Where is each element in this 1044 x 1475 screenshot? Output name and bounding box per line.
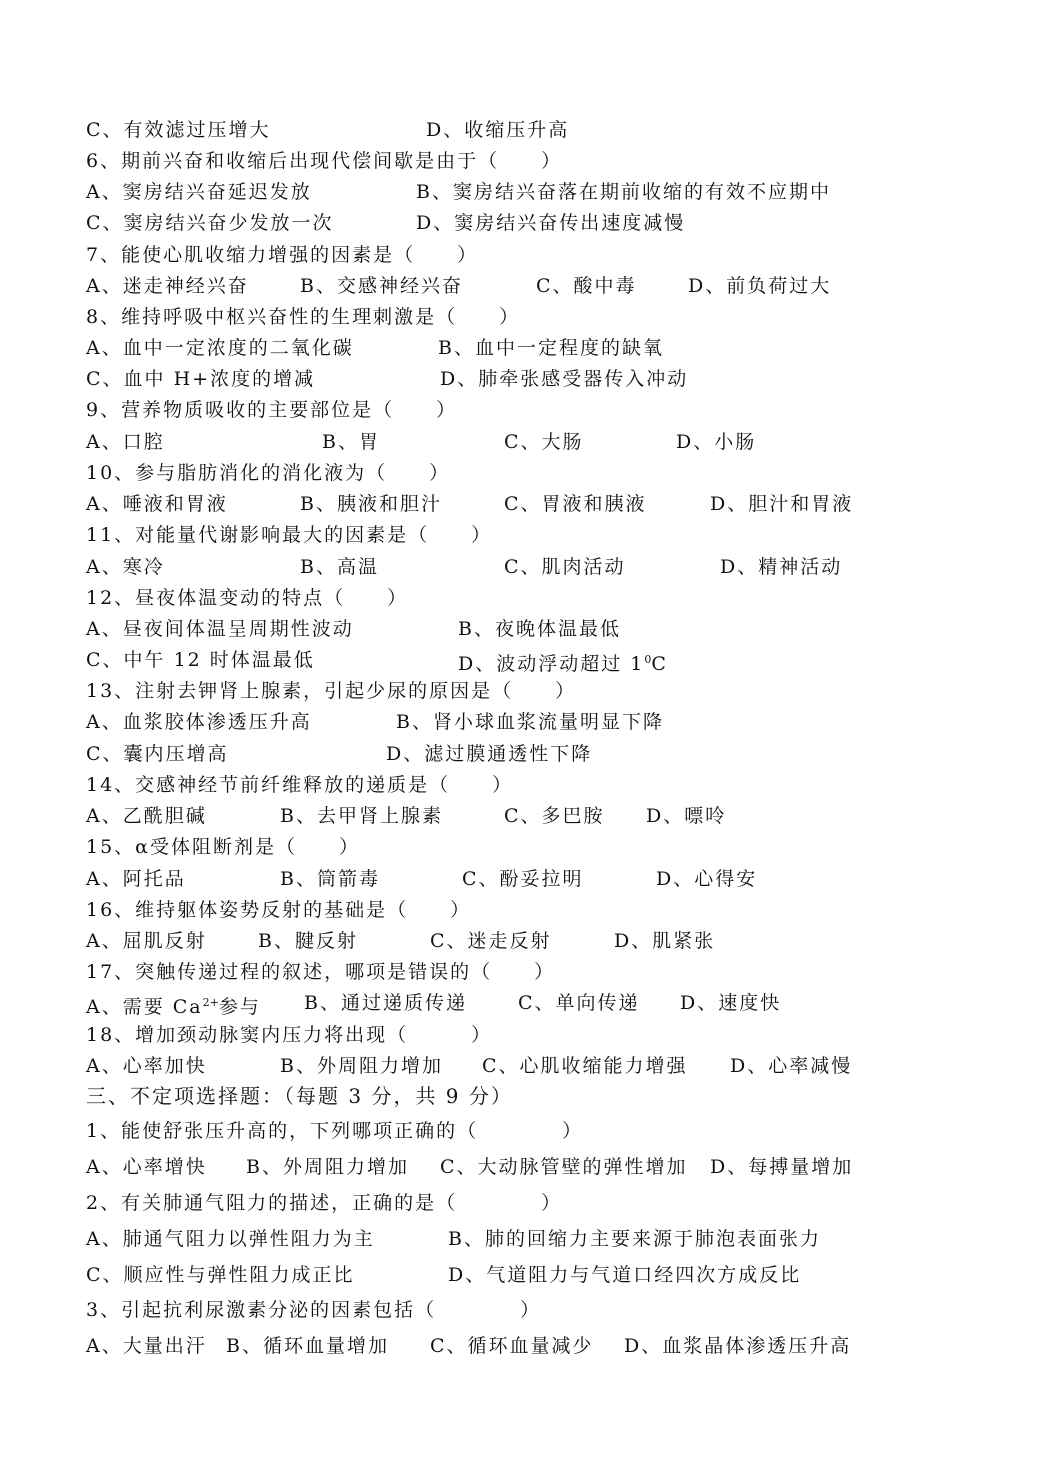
option: D、胆汁和胃液	[710, 493, 854, 515]
question: 2、有关肺通气阻力的描述，正确的是（ ）	[86, 1192, 563, 1214]
option: A、窦房结兴奋延迟发放	[86, 181, 312, 203]
question: 8、维持呼吸中枢兴奋性的生理刺激是（ ）	[86, 306, 521, 328]
option: A、肺通气阻力以弹性阻力为主	[86, 1228, 375, 1250]
option: C、大动脉管壁的弹性增加	[440, 1156, 688, 1178]
option: D、精神活动	[720, 556, 843, 578]
option: C、酚妥拉明	[462, 868, 584, 890]
section-heading: 三、不定项选择题：（每题 3 分，共 9 分）	[86, 1084, 513, 1108]
option: D、小肠	[676, 431, 757, 453]
option: C、大肠	[504, 431, 584, 453]
option: B、胰液和胆汁	[300, 493, 442, 515]
question: 13、注射去钾肾上腺素，引起少尿的原因是（ ）	[86, 680, 577, 702]
option: C、窦房结兴奋少发放一次	[86, 212, 334, 234]
option: C、循环血量减少	[430, 1335, 594, 1357]
question: 9、营养物质吸收的主要部位是（ ）	[86, 399, 458, 421]
option: D、前负荷过大	[688, 275, 832, 297]
option: C、中午 12 时体温最低	[86, 649, 315, 671]
option: B、通过递质传递	[304, 992, 467, 1014]
option: D、肌紧张	[614, 930, 716, 952]
option: C、胃液和胰液	[504, 493, 647, 515]
question: 7、能使心肌收缩力增强的因素是（ ）	[86, 244, 479, 266]
superscript: 2+	[202, 996, 219, 1009]
option: B、血中一定程度的缺氧	[438, 337, 664, 359]
question: 16、维持躯体姿势反射的基础是（ ）	[86, 899, 472, 921]
superscript: 0	[644, 653, 652, 666]
option: A、昼夜间体温呈周期性波动	[86, 618, 354, 640]
option: A、寒冷	[86, 556, 165, 578]
option: B、腱反射	[258, 930, 358, 952]
option: A、屈肌反射	[86, 930, 207, 952]
option: A、迷走神经兴奋	[86, 275, 249, 297]
option: C、单向传递	[518, 992, 640, 1014]
option: B、循环血量增加	[226, 1335, 389, 1357]
option: D、肺牵张感受器传入冲动	[440, 368, 689, 390]
option: C、酸中毒	[536, 275, 637, 297]
option: D、血浆晶体渗透压升高	[624, 1335, 852, 1357]
question: 6、期前兴奋和收缩后出现代偿间歇是由于（ ）	[86, 150, 563, 172]
option: D、窦房结兴奋传出速度减慢	[416, 212, 686, 234]
option: A、阿托品	[86, 868, 186, 890]
question: 3、引起抗利尿激素分泌的因素包括（ ）	[86, 1299, 542, 1321]
question: 17、突触传递过程的叙述，哪项是错误的（ ）	[86, 961, 556, 983]
option: C、迷走反射	[430, 930, 552, 952]
option: B、外周阻力增加	[246, 1156, 409, 1178]
option: A、需要 $Ca^{2+}$参与	[86, 996, 261, 1018]
option: C、血中 H+浓度的增减	[86, 368, 316, 390]
option: C、顺应性与弹性阻力成正比	[86, 1264, 355, 1286]
option: A、口腔	[86, 431, 165, 453]
option: B、肺的回缩力主要来源于肺泡表面张力	[448, 1228, 821, 1250]
option: D、每搏量增加	[710, 1156, 854, 1178]
option: D、波动浮动超过 $1^0C$	[458, 653, 668, 675]
question: 18、增加颈动脉窦内压力将出现（ ）	[86, 1024, 493, 1046]
option: A、血浆胶体渗透压升高	[86, 711, 312, 733]
question: 10、参与脂肪消化的消化液为（ ）	[86, 462, 451, 484]
option: D、速度快	[680, 992, 782, 1014]
option: C、有效滤过压增大	[86, 119, 271, 141]
option: B、窦房结兴奋落在期前收缩的有效不应期中	[416, 181, 831, 203]
option: C、肌肉活动	[504, 556, 626, 578]
option: B、去甲肾上腺素	[280, 805, 443, 827]
option: B、高温	[300, 556, 379, 578]
option: D、收缩压升高	[426, 119, 570, 141]
option: B、外周阻力增加	[280, 1055, 443, 1077]
option: C、心肌收缩能力增强	[482, 1055, 688, 1077]
option: B、筒箭毒	[280, 868, 380, 890]
option: B、交感神经兴奋	[300, 275, 463, 297]
option: B、肾小球血浆流量明显下降	[396, 711, 664, 733]
option: B、夜晚体温最低	[458, 618, 621, 640]
option: A、大量出汗	[86, 1335, 207, 1357]
option: C、多巴胺	[504, 805, 605, 827]
option: B、胃	[322, 431, 380, 453]
option: A、心率增快	[86, 1156, 207, 1178]
option: A、唾液和胃液	[86, 493, 228, 515]
option: C、囊内压增高	[86, 743, 229, 765]
question: 1、能使舒张压升高的，下列哪项正确的（ ）	[86, 1120, 584, 1142]
option: D、心得安	[656, 868, 758, 890]
question: 15、α受体阻断剂是（ ）	[86, 836, 361, 858]
question: 12、昼夜体温变动的特点（ ）	[86, 587, 409, 609]
option: D、嘌呤	[646, 805, 727, 827]
option: D、心率减慢	[730, 1055, 853, 1077]
option: A、乙酰胆碱	[86, 805, 207, 827]
question: 14、交感神经节前纤维释放的递质是（ ）	[86, 774, 514, 796]
option: D、气道阻力与气道口经四次方成反比	[448, 1264, 802, 1286]
question: 11、对能量代谢影响最大的因素是（ ）	[86, 524, 493, 546]
option: D、滤过膜通透性下降	[386, 743, 593, 765]
option: A、血中一定浓度的二氧化碳	[86, 337, 354, 359]
option: A、心率加快	[86, 1055, 207, 1077]
